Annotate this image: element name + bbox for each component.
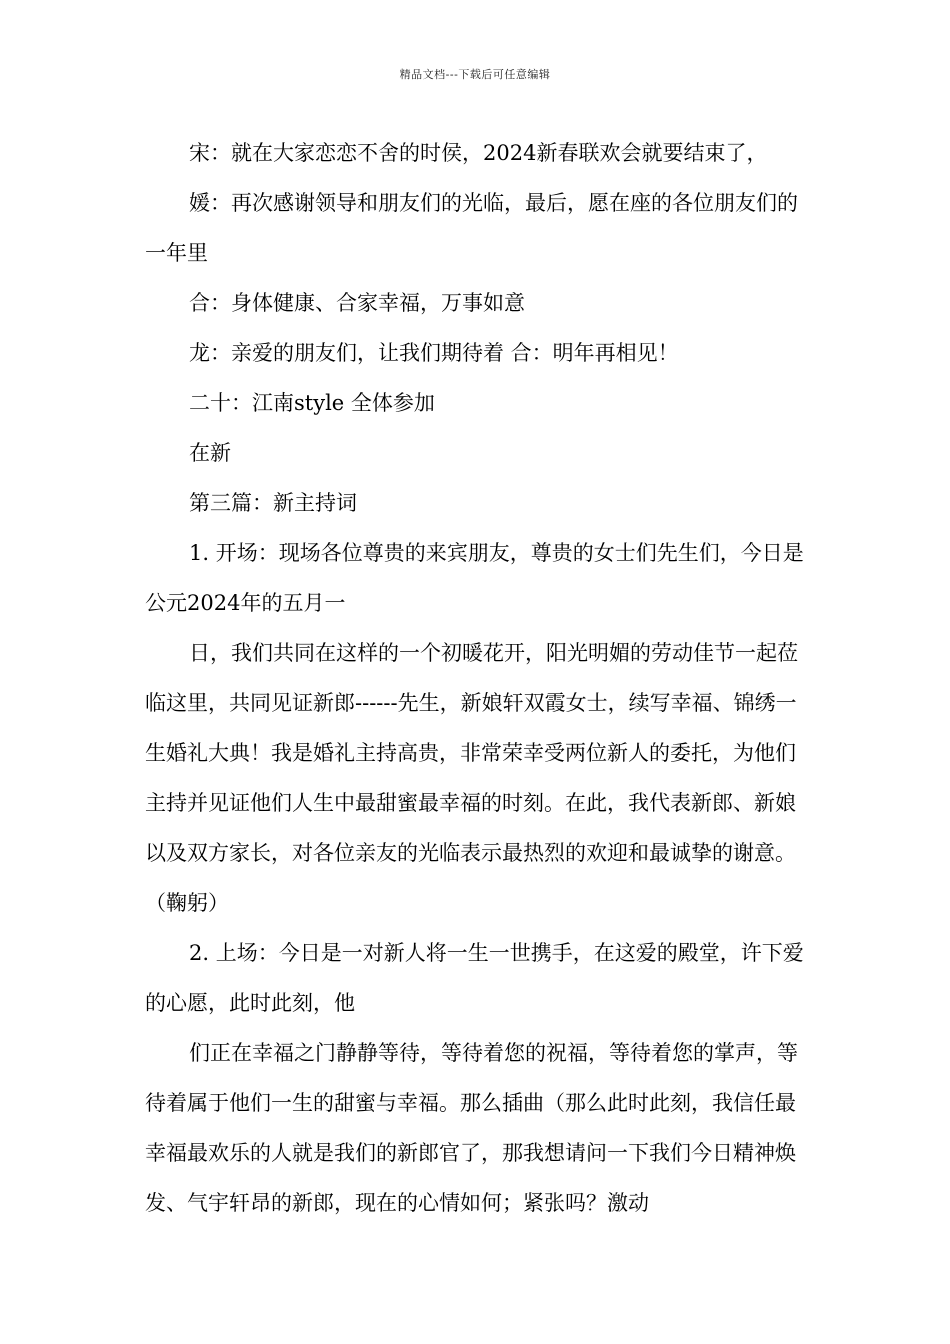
- paragraph-opening: 1. 开场：现场各位尊贵的来宾朋友，尊贵的女士们先生们，今日是公元2024年的五月一: [145, 541, 804, 615]
- paragraph-item-twenty: 二十：江南style 全体参加: [189, 391, 435, 415]
- paragraph-entrance: 2. 上场：今日是一对新人将一生一世携手，在这爱的殿堂，许下爱的心愿，此时此刻，他: [145, 941, 804, 1015]
- paragraph-zaixin: 在新: [189, 441, 231, 465]
- paragraph-long-farewell: 龙：亲爱的朋友们，让我们期待着 合：明年再相见！: [189, 341, 679, 365]
- page-header: 精品文档---下载后可任意编辑: [399, 68, 551, 81]
- paragraph-yuan-thanks: 媛：再次感谢领导和朋友们的光临，最后，愿在座的各位朋友们的一年里: [145, 191, 798, 265]
- section-heading: 第三篇：新主持词: [189, 491, 357, 515]
- document-body: [145, 128, 815, 1228]
- paragraph-song-closing: 宋：就在大家恋恋不舍的时侯，2024新春联欢会就要结束了，: [189, 141, 768, 165]
- paragraph-entrance-continued: 们正在幸福之门静静等待，等待着您的祝福，等待着您的掌声，等待着属于他们一生的甜蜜与幸福。那么插曲（那么此时此刻，我信任最幸福最欢乐的人就是我们的新郎官了，那我想请问一下我们今日精神焕发、气宇轩昂的新郎，现在的心情如何；紧张吗？激动: [145, 1041, 798, 1215]
- paragraph-opening-continued: 日，我们共同在这样的一个初暖花开，阳光明媚的劳动佳节一起莅临这里，共同见证新郎------先生，新娘轩双霞女士，续写幸福、锦绣一生婚礼大典！我是婚礼主持高贵，非常荣幸受两位新人的委托，为他们主持并见证他们人生中最甜蜜最幸福的时刻。在此，我代表新郎、新娘以及双方家长，对各位亲友的光临表示最热烈的欢迎和最诚挚的谢意。（鞠躬）: [145, 641, 798, 915]
- paragraph-together-wishes: 合：身体健康、合家幸福，万事如意: [189, 291, 525, 315]
